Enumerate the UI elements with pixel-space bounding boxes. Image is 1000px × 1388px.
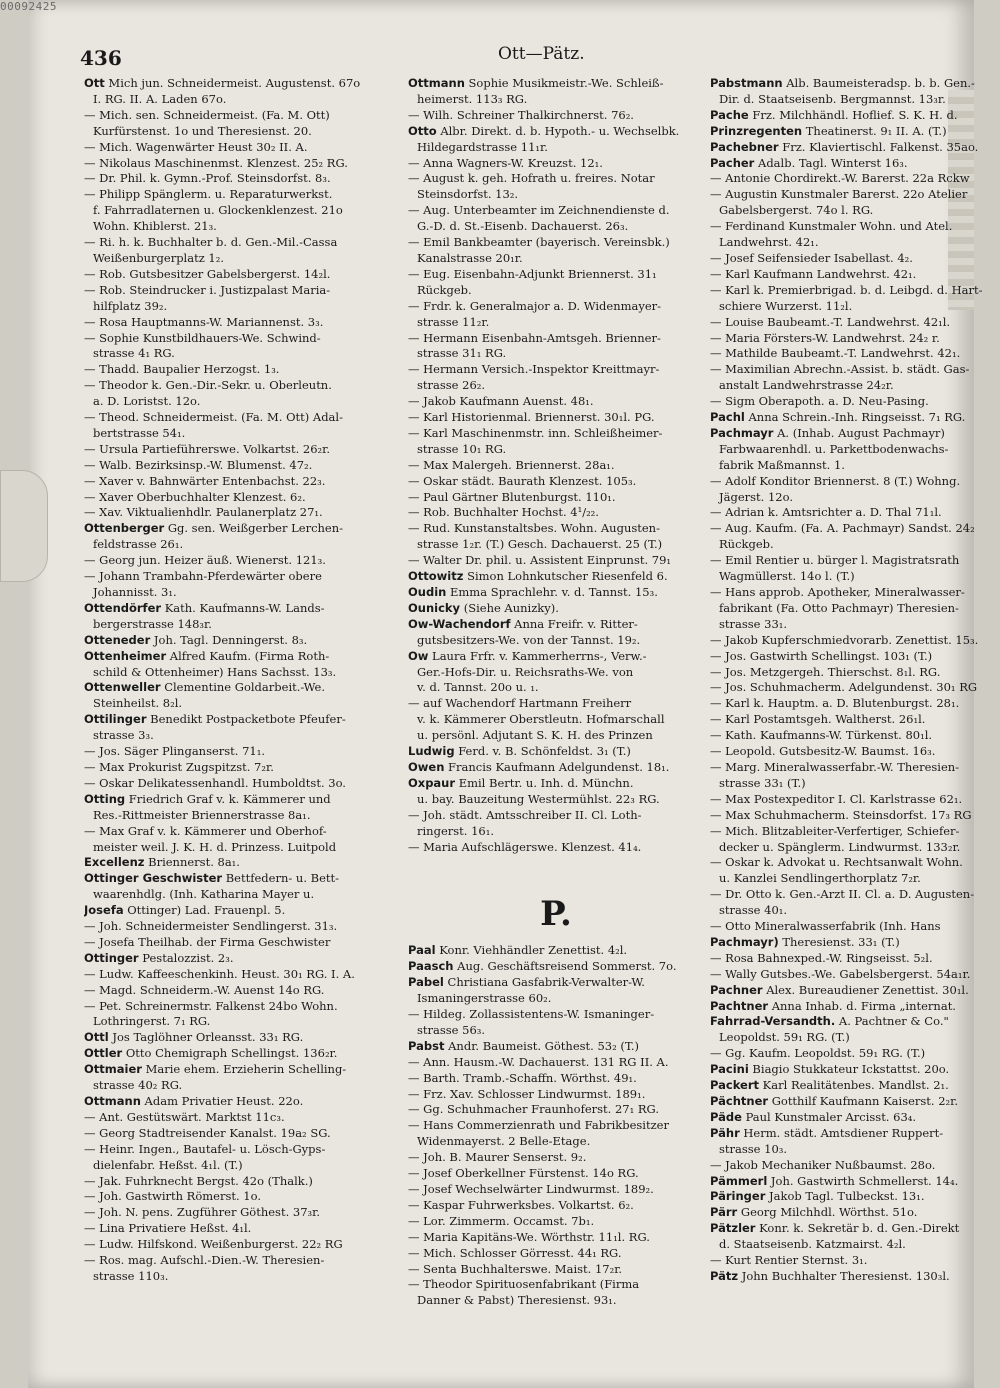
entry-heading-line: Ludwig Ferd. v. B. Schönfeldst. 3₁ (T.) — [408, 744, 631, 759]
entry-sub-line: — Jos. Säger Plinganserst. 71₁. — [84, 744, 266, 759]
entry-continuation-line: gutsbesitzers-We. von der Tannst. 19₂. — [417, 632, 641, 647]
entry-sub-line: — Josef Wechselwärter Lindwurmst. 189₂. — [408, 1182, 654, 1196]
entry-sub-line: — Pet. Schreinermstr. Falkenst 24bo Wohn. — [84, 998, 338, 1013]
surname: Pachner — [710, 982, 763, 997]
surname: Ottler — [84, 1046, 123, 1061]
entry-continuation-line: Leopoldst. 59₁ RG. (T.) — [719, 1030, 850, 1045]
page-number: 436 — [80, 46, 122, 70]
entry-heading-line: Pächtner Gotthilf Kaufmann Kaiserst. 2₂r. — [710, 1094, 959, 1108]
entry-continuation-line: Rückgeb. — [417, 282, 472, 297]
entry-continuation-line: Weißenburgerplatz 1₂. — [93, 250, 225, 265]
entry-continuation-line: I. RG. II. A. Laden 67o. — [93, 91, 227, 106]
entry-sub-line: — Lor. Zimmerm. Occamst. 7b₁. — [408, 1213, 595, 1228]
entry-sub-line: — Kaspar Fuhrwerksbes. Volkartst. 6₂. — [408, 1197, 634, 1212]
entry-sub-line: — Aug. Kaufm. (Fa. A. Pachmayr) Sandst. 24₂ — [710, 521, 975, 536]
section-letter: P. — [540, 894, 572, 935]
entry-continuation-line: strasse 33₁ (T.) — [719, 775, 806, 790]
entry-continuation-line: strasse 110₃. — [93, 1268, 169, 1283]
entry-sub-line: — Mich. Schlosser Görresst. 44₁ RG. — [408, 1245, 622, 1260]
entry-continuation-line: Jägerst. 12o. — [719, 489, 793, 504]
entry-continuation-line: f. Fahrradlaternen u. Glockenklenzest. 21o — [93, 203, 343, 218]
entry-sub-line: — Augustin Kunstmaler Barerst. 22o Atelier — [710, 187, 968, 202]
entry-sub-line: — Ri. h. k. Buchhalter b. d. Gen.-Mil.-Cassa — [84, 235, 338, 250]
entry-continuation-line: strasse 40₂ RG. — [93, 1078, 183, 1093]
entry-continuation-line: Farbwaarenhdl. u. Parkettbodenwachs- — [719, 441, 949, 456]
surname: Oudin — [408, 585, 447, 599]
entry-continuation-line: G.-D. d. St.-Eisenb. Dachauerst. 26₃. — [417, 219, 629, 234]
entry-continuation-line: v. k. Kämmerer Oberstleutn. Hofmarschall — [417, 712, 665, 727]
surname: Ottenheimer — [84, 648, 167, 663]
entry-heading-line: Ottenberger Gg. sen. Weißgerber Lerchen- — [84, 521, 344, 536]
surname: Ow-Wachendorf — [408, 616, 511, 631]
entry-heading-line: Ounicky (Siehe Aunizky). — [408, 600, 559, 615]
entry-sub-line: — Jak. Fuhrknecht Bergst. 42o (Thalk.) — [84, 1173, 313, 1188]
surname: Prinzregenten — [710, 123, 803, 138]
entry-sub-line: — Rosa Hauptmanns-W. Mariannenst. 3₃. — [84, 314, 324, 329]
entry-heading-line: Pachmayr A. (Inhab. August Pachmayr) — [710, 425, 945, 440]
entry-sub-line: — Ludw. Kaffeeschenkinh. Heust. 30₁ RG. I. A. — [84, 966, 355, 981]
entry-continuation-line: Steinheilst. 8₂l. — [93, 696, 183, 711]
surname: Ludwig — [408, 744, 455, 759]
entry-heading-line: Pätz John Buchhalter Theresienst. 130₃l. — [710, 1268, 950, 1283]
entry-heading-line: Josefa Ottinger) Lad. Frauenpl. 5. — [84, 903, 286, 918]
entry-sub-line: — Rob. Steindrucker i. Justizpalast Maria- — [84, 282, 331, 297]
surname: Ottinger — [84, 950, 139, 965]
surname: Otto — [408, 123, 437, 138]
entry-sub-line: — Gg. Kaufm. Leopoldst. 59₁ RG. (T.) — [710, 1046, 926, 1061]
scan-id-stamp: 00092425 — [0, 0, 57, 13]
entry-sub-line: — Jos. Schuhmacherm. Adelgundenst. 30₁ RG — [710, 680, 978, 695]
entry-heading-line: Paasch Aug. Geschäftsreisend Sommerst. 7o. — [408, 959, 677, 974]
entry-sub-line: — Joh. Gastwirth Römerst. 1o. — [84, 1189, 261, 1204]
entry-sub-line: — Karl Maschinenmstr. inn. Schleißheimer- — [408, 425, 663, 440]
column-right — [710, 76, 992, 1285]
entry-sub-line: — Ant. Gestütswärt. Marktst 11c₃. — [84, 1109, 285, 1124]
entry-heading-line: Ottenweller Clementine Goldarbeit.-We. — [84, 680, 325, 695]
binder-clip — [0, 470, 48, 582]
entry-continuation-line: Danner & Pabst) Theresienst. 93₁. — [417, 1293, 617, 1308]
entry-continuation-line: v. d. Tannst. 20o u. ₁. — [417, 680, 539, 695]
entry-sub-line: — Josef Seifensieder Isabellast. 4₂. — [710, 250, 913, 265]
surname: Ott — [84, 76, 105, 90]
surname: Ounicky — [408, 600, 461, 615]
entry-sub-line: — Adrian k. Amtsrichter a. D. Thal 71₁l. — [710, 505, 942, 520]
entry-heading-line: Fahrrad-Versandth. A. Pachtner & Co." — [710, 1014, 949, 1029]
entry-heading-line: Pämmerl Joh. Gastwirth Schmellerst. 14₄. — [710, 1173, 959, 1188]
entry-continuation-line: strasse 31₁ RG. — [417, 346, 507, 361]
entry-sub-line: — Senta Buchhalterswe. Maist. 17₂r. — [408, 1261, 623, 1276]
surname: Pachl — [710, 410, 745, 425]
entry-continuation-line: u. Kanzlei Sendlingerthorplatz 7₂r. — [719, 871, 921, 886]
surname: Otteneder — [84, 632, 151, 647]
entry-continuation-line: strasse 26₂. — [417, 378, 486, 393]
surname: Fahrrad-Versandth. — [710, 1014, 836, 1029]
entry-heading-line: Ottenheimer Alfred Kaufm. (Firma Roth- — [84, 648, 330, 663]
entry-sub-line: — Theodor Spirituosenfabrikant (Firma — [408, 1277, 640, 1292]
surname: Pätzler — [710, 1221, 756, 1236]
entry-sub-line: — Rob. Gutsbesitzer Gabelsbergerst. 14₂l. — [84, 266, 331, 281]
entry-heading-line: Pachner Alex. Bureaudiener Zenettist. 30₁l. — [710, 982, 969, 997]
entry-continuation-line: u. persönl. Adjutant S. K. H. des Prinzen — [417, 728, 653, 743]
entry-sub-line: — Georg jun. Heizer äuß. Wienerst. 121₃. — [84, 553, 326, 568]
entry-continuation-line: Gabelsbergerst. 74o l. RG. — [719, 203, 874, 218]
entry-sub-line: — Theod. Schneidermeist. (Fa. M. Ott) Adal- — [84, 410, 343, 425]
entry-heading-line: Ottinger Geschwister Bettfedern- u. Bett- — [84, 871, 340, 886]
entry-sub-line: — Frdr. k. Generalmajor a. D. Widenmayer- — [408, 298, 662, 313]
entry-continuation-line: Res.-Rittmeister Briennerstrasse 8a₁. — [93, 807, 311, 822]
entry-heading-line: Pachmayr) Theresienst. 33₁ (T.) — [710, 934, 900, 949]
surname: Ottilinger — [84, 712, 147, 727]
entry-sub-line: — Nikolaus Maschinenmst. Klenzest. 25₂ RG. — [84, 155, 348, 170]
entry-sub-line: — Joh. städt. Amtsschreiber II. Cl. Loth- — [408, 807, 642, 822]
entry-continuation-line: bertstrasse 54₁. — [93, 425, 186, 440]
entry-continuation-line: bergerstrasse 148₃r. — [93, 616, 212, 631]
entry-continuation-line: strasse 1₂r. (T.) Gesch. Dachauerst. 25 (T.) — [417, 537, 663, 552]
surname: Ottinger Geschwister — [84, 871, 223, 886]
entry-heading-line: Ottmann Adam Privatier Heust. 22o. — [84, 1094, 304, 1108]
entry-heading-line: Packert Karl Realitätenbes. Mandlst. 2₁. — [710, 1078, 949, 1093]
surname: Pacher — [710, 155, 755, 170]
entry-continuation-line: Wagmüllerst. 14o l. (T.) — [719, 569, 855, 584]
surname: Paasch — [408, 959, 454, 974]
entry-sub-line: — Magd. Schneiderm.-W. Auenst 14o RG. — [84, 982, 325, 997]
entry-continuation-line: feldstrasse 26₁. — [93, 537, 184, 552]
surname: Pätz — [710, 1268, 739, 1283]
entry-continuation-line: schiere Wurzerst. 11₂l. — [719, 298, 853, 313]
entry-heading-line: Pabel Christiana Gasfabrik-Verwalter-W. — [408, 975, 645, 990]
entry-continuation-line: ringerst. 16₁. — [417, 823, 494, 838]
surname: Pabel — [408, 975, 444, 990]
entry-sub-line: — Wilh. Schreiner Thalkirchnerst. 76₂. — [408, 107, 634, 122]
surname: Ottenweller — [84, 680, 161, 695]
entry-sub-line: — Dr. Otto k. Gen.-Arzt II. Cl. a. D. Augusten- — [710, 887, 975, 902]
surname: Pärr — [710, 1205, 738, 1220]
entry-continuation-line: strasse 4₁ RG. — [93, 346, 175, 361]
entry-continuation-line: u. bay. Bauzeitung Westermühlst. 22₃ RG. — [417, 791, 660, 806]
entry-sub-line: — Max Malergeh. Briennerst. 28a₁. — [408, 457, 615, 472]
entry-sub-line: — Jakob Kaufmann Auenst. 48₁. — [408, 394, 594, 409]
entry-sub-line: — Jakob Mechaniker Nußbaumst. 28o. — [710, 1157, 936, 1172]
entry-heading-line: Ott Mich jun. Schneidermeist. Augustenst. 67o — [84, 76, 361, 90]
entry-sub-line: — Mathilde Baubeamt.-T. Landwehrst. 42₁. — [710, 346, 961, 361]
surname: Ottowitz — [408, 569, 464, 584]
entry-sub-line: — auf Wachendorf Hartmann Freiherr — [408, 696, 632, 711]
entry-continuation-line: Johannisst. 3₁. — [93, 585, 177, 599]
entry-sub-line: — Rud. Kunstanstaltsbes. Wohn. Augusten- — [408, 521, 660, 536]
entry-sub-line: — Karl Kaufmann Landwehrst. 42₁. — [710, 266, 917, 281]
entry-sub-line: — Otto Mineralwasserfabrik (Inh. Hans — [710, 919, 941, 934]
entry-heading-line: Ottmann Sophie Musikmeistr.-We. Schleiß- — [408, 76, 664, 90]
entry-continuation-line: meister weil. J. K. H. d. Prinzess. Luitpold — [93, 839, 337, 854]
entry-heading-line: Ottler Otto Chemigraph Schellingst. 136₂r. — [84, 1046, 338, 1061]
entry-sub-line: — Frz. Xav. Schlosser Lindwurmst. 189₁. — [408, 1086, 646, 1101]
entry-heading-line: Ottilinger Benedikt Postpacketbote Pfeufer- — [84, 712, 346, 727]
entry-sub-line: — Mich. Blitzableiter-Verfertiger, Schiefer- — [710, 823, 960, 838]
entry-continuation-line: strasse 3₃. — [93, 728, 154, 743]
entry-heading-line: Pähr Herm. städt. Amtsdiener Ruppert- — [710, 1125, 944, 1140]
entry-heading-line: Pachebner Frz. Klaviertischl. Falkenst. 35ao. — [710, 139, 979, 154]
section-spacer — [408, 855, 704, 883]
entry-continuation-line: heimerst. 113₃ RG. — [417, 91, 528, 106]
entry-heading-line: Pärr Georg Milchhdl. Wörthst. 51o. — [710, 1205, 918, 1220]
surname: Pabst — [408, 1038, 445, 1053]
entry-sub-line: — Maria Försters-W. Landwehrst. 24₂ r. — [710, 330, 940, 345]
entry-sub-line: — Ferdinand Kunstmaler Wohn. und Atel. — [710, 219, 953, 234]
entry-heading-line: Paal Konr. Viehhändler Zenettist. 4₂l. — [408, 943, 628, 958]
entry-continuation-line: anstalt Landwehrstrasse 24₂r. — [719, 378, 894, 393]
entry-sub-line: — Wally Gutsbes.-We. Gabelsbergerst. 54a₁r. — [710, 966, 971, 981]
entry-heading-line: Ottinger Pestalozzist. 2₃. — [84, 950, 234, 965]
entry-sub-line: — Louise Baubeamt.-T. Landwehrst. 42₁l. — [710, 314, 951, 329]
entry-sub-line: — Joh. B. Maurer Senserst. 9₂. — [408, 1150, 587, 1165]
entry-sub-line: — Oskar städt. Baurath Klenzest. 105₃. — [408, 473, 637, 488]
entry-heading-line: Owen Francis Kaufmann Adelgundenst. 18₁. — [408, 759, 670, 774]
entry-sub-line: — Barth. Tramb.-Schaffn. Wörthst. 49₁. — [408, 1070, 637, 1085]
entry-sub-line: — Anna Wagners-W. Kreuzst. 12₁. — [408, 155, 603, 170]
entry-heading-line: Ottl Jos Taglöhner Orleansst. 33₁ RG. — [84, 1030, 304, 1045]
entry-sub-line: — Xaver v. Bahnwärter Entenbachst. 22₃. — [84, 473, 326, 488]
entry-sub-line: — Adolf Konditor Briennerst. 8 (T.) Wohng. — [710, 473, 961, 488]
entry-sub-line: — August k. geh. Hofrath u. freires. Notar — [408, 171, 655, 186]
entry-sub-line: — Max Graf v. k. Kämmerer und Oberhof- — [84, 823, 327, 838]
entry-continuation-line: dielenfabr. Heßst. 4₁l. (T.) — [93, 1157, 243, 1172]
entry-sub-line: — Hermann Versich.-Inspektor Kreittmayr- — [408, 362, 660, 377]
entry-continuation-line: decker u. Spänglerm. Lindwurmst. 133₂r. — [719, 839, 961, 854]
entry-sub-line: — Aug. Unterbeamter im Zeichnendienste d. — [408, 203, 670, 218]
entry-continuation-line: Widenmayerst. 2 Belle-Etage. — [417, 1134, 591, 1149]
entry-sub-line: — Emil Rentier u. bürger l. Magistratsrath — [710, 553, 960, 568]
entry-continuation-line: strasse 56₃. — [417, 1022, 486, 1037]
entry-sub-line: — Xaver Oberbuchhalter Klenzest. 6₂. — [84, 489, 306, 504]
entry-sub-line: — Antonie Chordirekt.-W. Barerst. 22a Rckw — [710, 171, 970, 186]
entry-sub-line: — Jakob Kupferschmiedvorarb. Zenettist. 15₃. — [710, 632, 979, 647]
entry-sub-line: — Xav. Viktualienhdlr. Paulanerplatz 27₁. — [84, 505, 323, 520]
entry-continuation-line: strasse 33₁. — [719, 616, 788, 631]
entry-continuation-line: strasse 10₁ RG. — [417, 441, 507, 456]
surname: Ottmaier — [84, 1062, 142, 1077]
entry-continuation-line: a. D. Loristst. 12o. — [93, 394, 201, 409]
entry-sub-line: — Eug. Eisenbahn-Adjunkt Briennerst. 31₁ — [408, 266, 657, 281]
entry-continuation-line: hilfplatz 39₂. — [93, 298, 168, 313]
entry-sub-line: — Oskar Delikatessenhandl. Humboldtst. 3o. — [84, 775, 346, 790]
entry-sub-line: — Thadd. Baupalier Herzogst. 1₃. — [84, 362, 280, 377]
entry-heading-line: Pacini Biagio Stukkateur Ickstattst. 20o. — [710, 1062, 950, 1077]
entry-continuation-line: Rückgeb. — [719, 537, 774, 552]
surname: Pächtner — [710, 1094, 769, 1108]
entry-sub-line: — Rob. Buchhalter Hochst. 4¹/₂₂. — [408, 505, 599, 520]
entry-sub-line: — Johann Trambahn-Pferdewärter obere — [84, 569, 322, 584]
entry-sub-line: — Maximilian Abrechn.-Assist. b. städt. Gas- — [710, 362, 970, 377]
entry-sub-line: — Mich. sen. Schneidermeist. (Fa. M. Ott) — [84, 107, 330, 122]
entry-sub-line: — Walter Dr. phil. u. Assistent Einprunst. 79₁ — [408, 553, 672, 568]
surname: Ottendörfer — [84, 600, 162, 615]
entry-sub-line: — Ursula Partieführerswe. Volkartst. 26₂r. — [84, 441, 331, 456]
column-left — [84, 76, 400, 1285]
entry-sub-line: — Ludw. Hilfskond. Weißenburgerst. 22₂ RG — [84, 1237, 343, 1252]
entry-continuation-line: Ger.-Hofs-Dir. u. Reichsraths-We. von — [417, 664, 634, 679]
entry-sub-line: — Maria Aufschlägerswe. Klenzest. 41₄. — [408, 839, 642, 854]
surname: Ow — [408, 648, 429, 663]
entry-continuation-line: schild & Ottenheimer) Hans Sachsst. 13₃. — [93, 664, 337, 679]
entry-sub-line: — Jos. Metzgergeh. Thierschst. 8₁l. RG. — [710, 664, 941, 679]
entry-continuation-line: Landwehrst. 42₁. — [719, 235, 819, 250]
entry-heading-line: Pätzler Konr. k. Sekretär b. d. Gen.-Direkt — [710, 1221, 960, 1236]
entry-sub-line: — Paul Gärtner Blutenburgst. 110₁. — [408, 489, 616, 504]
entry-sub-line: — Rosa Bahnexped.-W. Ringseisst. 5₂l. — [710, 950, 933, 965]
entry-heading-line: Pabstmann Alb. Baumeisteradsp. b. b. Gen.- — [710, 76, 975, 90]
entry-heading-line: Ottowitz Simon Lohnkutscher Riesenfeld 6. — [408, 569, 668, 584]
entry-continuation-line: strasse 40₁. — [719, 903, 788, 918]
entry-sub-line: — Dr. Phil. k. Gymn.-Prof. Steinsdorfst. 8₃. — [84, 171, 331, 186]
surname: Pachmayr — [710, 425, 774, 440]
entry-continuation-line: Wohn. Khiblerst. 21₃. — [93, 219, 217, 234]
entry-sub-line: — Heinr. Ingen., Bautafel- u. Lösch-Gyps- — [84, 1141, 326, 1156]
surname: Otting — [84, 791, 126, 806]
entry-heading-line: Otteneder Joh. Tagl. Denningerst. 8₃. — [84, 632, 308, 647]
entry-sub-line: — Gg. Schuhmacher Fraunhoferst. 27₁ RG. — [408, 1102, 659, 1117]
entry-sub-line: — Joh. Schneidermeister Sendlingerst. 31₃. — [84, 919, 338, 934]
entry-heading-line: Pabst Andr. Baumeist. Göthest. 53₂ (T.) — [408, 1038, 639, 1053]
surname: Pähr — [710, 1125, 740, 1140]
entry-sub-line: — Josef Oberkellner Fürstenst. 14o RG. — [408, 1166, 639, 1181]
surname: Päringer — [710, 1189, 766, 1204]
entry-continuation-line: strasse 10₃. — [719, 1141, 788, 1156]
entry-sub-line: — Max Postexpeditor I. Cl. Karlstrasse 62₁. — [710, 791, 963, 806]
surname: Pachtner — [710, 998, 769, 1013]
surname: Pachebner — [710, 139, 779, 154]
surname: Ottmann — [84, 1094, 141, 1108]
entry-sub-line: — Mich. Wagenwärter Heust 30₂ II. A. — [84, 139, 308, 154]
entry-heading-line: Päringer Jakob Tagl. Tulbeckst. 13₁. — [710, 1189, 925, 1204]
surname: Excellenz — [84, 855, 145, 870]
entry-sub-line: — Philipp Spänglerm. u. Reparaturwerkst. — [84, 187, 333, 202]
entry-heading-line: Otto Albr. Direkt. d. b. Hypoth.- u. Wechselbk. — [408, 123, 680, 138]
surname: Oxpaur — [408, 775, 456, 790]
surname: Paal — [408, 943, 436, 958]
entry-sub-line: — Georg Stadtreisender Kanalst. 19a₂ SG. — [84, 1125, 331, 1140]
entry-heading-line: Excellenz Briennerst. 8a₁. — [84, 855, 240, 870]
entry-sub-line: — Joh. N. pens. Zugführer Göthest. 37₃r. — [84, 1205, 321, 1220]
surname: Pacini — [710, 1062, 749, 1077]
entry-continuation-line: Steinsdorfst. 13₂. — [417, 187, 519, 202]
entry-heading-line: Ottmaier Marie ehem. Erzieherin Schelling- — [84, 1062, 347, 1077]
entry-sub-line: — Karl k. Premierbrigad. b. d. Leibgd. d. Hart- — [710, 282, 983, 297]
surname: Josefa — [84, 903, 124, 918]
entry-heading-line: Prinzregenten Theatinerst. 9₁ II. A. (T.) — [710, 123, 947, 138]
entry-sub-line: — Hans Commerzienrath und Fabrikbesitzer — [408, 1118, 669, 1133]
entry-sub-line: — Hans approb. Apotheker, Mineralwasser- — [710, 585, 965, 599]
entry-sub-line: — Oskar k. Advokat u. Rechtsanwalt Wohn. — [710, 855, 963, 870]
entry-continuation-line: fabrikant (Fa. Otto Pachmayr) Theresien- — [719, 600, 959, 615]
surname: Owen — [408, 759, 445, 774]
entry-continuation-line: Kanalstrasse 20₁r. — [417, 250, 523, 265]
entry-continuation-line: d. Staatseisenb. Katzmairst. 4₂l. — [719, 1237, 906, 1252]
entry-sub-line: — Karl Historienmal. Briennerst. 30₁l. PG. — [408, 410, 655, 425]
entry-sub-line: — Hildeg. Zollassistentens-W. Ismaninger- — [408, 1007, 655, 1022]
entry-sub-line: — Kurt Rentier Sternst. 3₁. — [710, 1253, 868, 1268]
entry-sub-line: — Leopold. Gutsbesitz-W. Baumst. 16₃. — [710, 744, 936, 759]
entry-heading-line: Pachtner Anna Inhab. d. Firma „internat. — [710, 998, 956, 1013]
entry-sub-line: — Ros. mag. Aufschl.-Dien.-W. Theresien- — [84, 1253, 325, 1268]
entry-sub-line: — Sigm Oberapoth. a. D. Neu-Pasing. — [710, 394, 929, 409]
entry-heading-line: Oudin Emma Sprachlehr. v. d. Tannst. 15₃. — [408, 585, 658, 599]
surname: Pämmerl — [710, 1173, 768, 1188]
surname: Packert — [710, 1078, 760, 1093]
entry-sub-line: — Sophie Kunstbildhauers-We. Schwind- — [84, 330, 321, 345]
entry-sub-line: — Max Prokurist Zugspitzst. 7₂r. — [84, 759, 274, 774]
surname: Pabstmann — [710, 76, 783, 90]
directory-page — [28, 0, 983, 1388]
entry-sub-line: — Kath. Kaufmanns-W. Türkenst. 80₁l. — [710, 728, 933, 743]
surname: Ottl — [84, 1030, 109, 1045]
entry-sub-line: — Jos. Gastwirth Schellingst. 103₁ (T.) — [710, 648, 933, 663]
entry-heading-line: Otting Friedrich Graf v. k. Kämmerer und — [84, 791, 331, 806]
entry-heading-line: Ow-Wachendorf Anna Freifr. v. Ritter- — [408, 616, 638, 631]
entry-sub-line: — Josefa Theilhab. der Firma Geschwister — [84, 934, 331, 949]
running-head: Ott—Pätz. — [498, 44, 585, 64]
entry-continuation-line: strasse 11₂r. — [417, 314, 490, 329]
entry-continuation-line: Kurfürstenst. 1o und Theresienst. 20. — [93, 123, 312, 138]
entry-sub-line: — Emil Bankbeamter (bayerisch. Vereinsbk.) — [408, 235, 670, 250]
entry-sub-line: — Marg. Mineralwasserfabr.-W. Theresien- — [710, 759, 960, 774]
entry-continuation-line: waarenhdlg. (Inh. Katharina Mayer u. — [93, 887, 315, 902]
column-middle — [408, 76, 704, 1309]
entry-continuation-line: Ismaningerstrasse 60₂. — [417, 991, 552, 1006]
entry-heading-line: Ow Laura Frfr. v. Kammerherrns-, Verw.- — [408, 648, 647, 663]
entry-sub-line: — Karl k. Hauptm. a. D. Blutenburgst. 28₁. — [710, 696, 960, 711]
entry-sub-line: — Theodor k. Gen.-Dir.-Sekr. u. Oberleutn. — [84, 378, 332, 393]
surname: Pachmayr) — [710, 934, 779, 949]
surname: Ottmann — [408, 76, 465, 90]
entry-continuation-line: Hildegardstrasse 11₁r. — [417, 139, 548, 154]
surname: Pache — [710, 107, 749, 122]
entry-sub-line: — Hermann Eisenbahn-Amtsgeh. Brienner- — [408, 330, 661, 345]
entry-sub-line: — Walb. Bezirksinsp.-W. Blumenst. 47₂. — [84, 457, 313, 472]
entry-sub-line: — Ann. Hausm.-W. Dachauerst. 131 RG II. A. — [408, 1054, 669, 1069]
surname: Päde — [710, 1109, 742, 1124]
entry-heading-line: Pacher Adalb. Tagl. Winterst 16₃. — [710, 155, 908, 170]
entry-heading-line: Pachl Anna Schrein.-Inh. Ringseisst. 7₁ RG. — [710, 410, 966, 425]
entry-sub-line: — Karl Postamtsgeh. Waltherst. 26₁l. — [710, 712, 926, 727]
entry-heading-line: Pache Frz. Milchhändl. Hoflief. S. K. H. d. — [710, 107, 958, 122]
entry-sub-line: — Maria Kapitäns-We. Wörthstr. 11₁l. RG. — [408, 1229, 650, 1244]
entry-heading-line: Päde Paul Kunstmaler Arcisst. 63₄. — [710, 1109, 917, 1124]
entry-continuation-line: Lothringerst. 7₁ RG. — [93, 1014, 211, 1029]
entry-heading-line: Oxpaur Emil Bertr. u. Inh. d. Münchn. — [408, 775, 634, 790]
entry-continuation-line: fabrik Maßmannst. 1. — [719, 457, 845, 472]
entry-heading-line: Ottendörfer Kath. Kaufmanns-W. Lands- — [84, 600, 325, 615]
surname: Ottenberger — [84, 521, 165, 536]
entry-continuation-line: Dir. d. Staatseisenb. Bergmannst. 13₃r. — [719, 91, 946, 106]
entry-sub-line: — Lina Privatiere Heßst. 4₁l. — [84, 1221, 252, 1236]
entry-sub-line: — Max Schuhmacherm. Steinsdorfst. 17₃ RG — [710, 807, 972, 822]
